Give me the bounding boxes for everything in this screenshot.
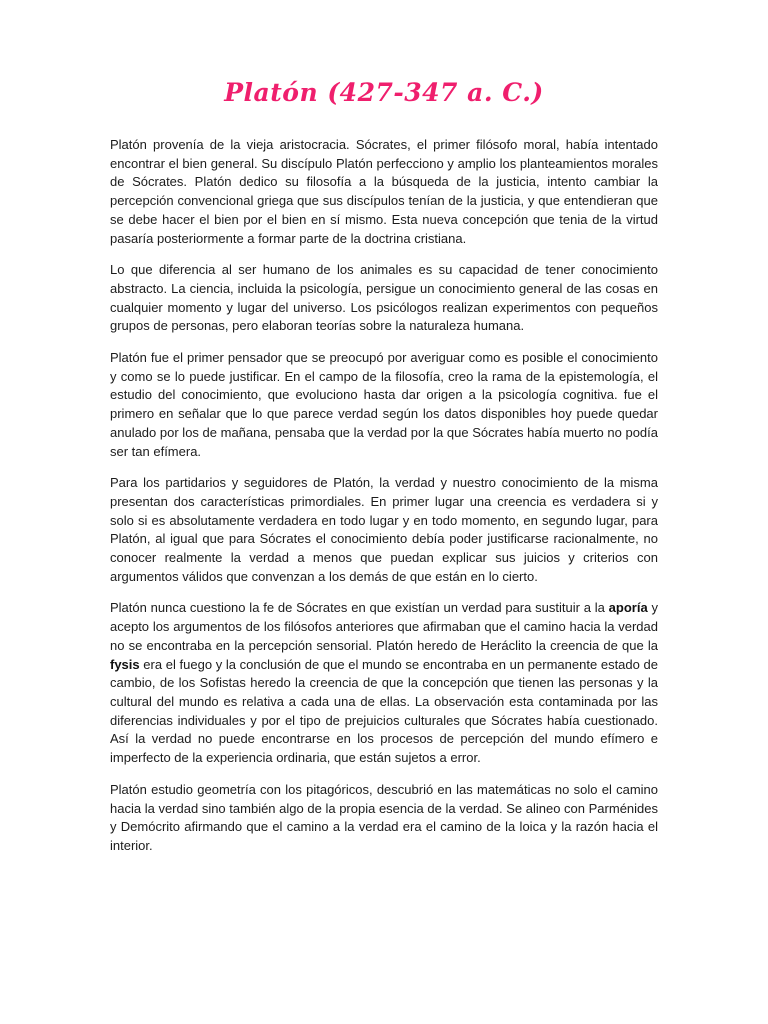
paragraph-2: Lo que diferencia al ser humano de los animales es su capacidad de tener conocimiento abstracto. La ciencia, incluida la psicología, persigue un conocimiento general de las cosas en cualquier momento y lugar del universo. Los psicólogos realizan experimentos con pequeños grupos de personas, pero elaboran teorías sobre la naturaleza humana. xyxy=(110,262,658,334)
paragraph-1: Platón provenía de la vieja aristocracia. Sócrates, el primer filósofo moral, había intentado encontrar el bien general. Su discípulo Platón perfecciono y amplio los planteamientos morales de Sócrates. Platón dedico su filosofía a la búsqueda de la justicia, intento cambiar la percepción convencional griega que sus discípulos tenían de la justicia, y que entendieran que se debe hacer el bien por el bien en sí mismo. Esta nueva concepción que tenia de la virtud pasaría posteriormente a formar parte de la doctrina cristiana. xyxy=(110,137,658,246)
paragraph-6: Platón estudio geometría con los pitagóricos, descubrió en las matemáticas no solo el camino hacia la verdad sino también algo de la propia esencia de la verdad. Se alineo con Parménides y Demócrito afirmando que el camino a la verdad era el camino de la loica y la razón hacia el interior. xyxy=(110,781,658,853)
term-fysis: fysis xyxy=(110,656,140,672)
document-body xyxy=(110,136,658,869)
paragraph-5-part-3: era el fuego y la conclusión de que el mundo se encontraba en un permanente estado de cambio, de los Sofistas heredo la creencia de que la concepción que tienen las personas y la cultural del mundo es relativa a cada una de ellas. La observación esta contaminada por las diferencias individuales y por el tipo de prejuicios culturales que Sócrates había cuestionado. Así la verdad no puede encontrarse en los procesos de percepción del mundo efímero e imperfecto de la experiencia ordinaria, que están sujetos a error. xyxy=(110,656,658,766)
paragraph-5-part-1: Platón nunca cuestiono la fe de Sócrates en que existían un verdad para sustituir a la xyxy=(110,600,609,616)
paragraph-4: Para los partidarios y seguidores de Platón, la verdad y nuestro conocimiento de la misma presentan dos características primordiales. En primer lugar una creencia es verdadera si y solo si es absolutamente verdadera en todo lugar y en todo momento, en segundo lugar, para Platón, al igual que para Sócrates el conocimiento debía poder justificarse racionalmente, no conocer realmente la verdad a menos que puedan explicar sus juicios y criterios con argumentos válidos que convenzan a los demás de que están en lo cierto. xyxy=(110,475,658,584)
paragraph-5 xyxy=(110,599,658,767)
document-title: Platón (427-347 a. C.) xyxy=(224,78,544,107)
paragraph-3: Platón fue el primer pensador que se preocupó por averiguar como es posible el conocimiento y como se lo puede justificar. En el campo de la filosofía, creo la rama de la epistemología, el estudio del conocimiento, que evoluciono hasta dar origen a la psicología cognitiva. fue el primero en señalar que lo que parece verdad según los datos disponibles hoy puede quedar anulado por los de mañana, pensaba que la verdad por la que Sócrates había muerto no podía ser tan efímera. xyxy=(110,350,658,459)
term-aporia: aporía xyxy=(608,600,648,616)
paragraph-5-part-2: y acepto los argumentos de los filósofos anteriores que afirmaban que el camino hacia la verdad no se encontraba en la percepción sensorial. Platón heredo de Heráclito la creencia de que la xyxy=(110,600,658,653)
